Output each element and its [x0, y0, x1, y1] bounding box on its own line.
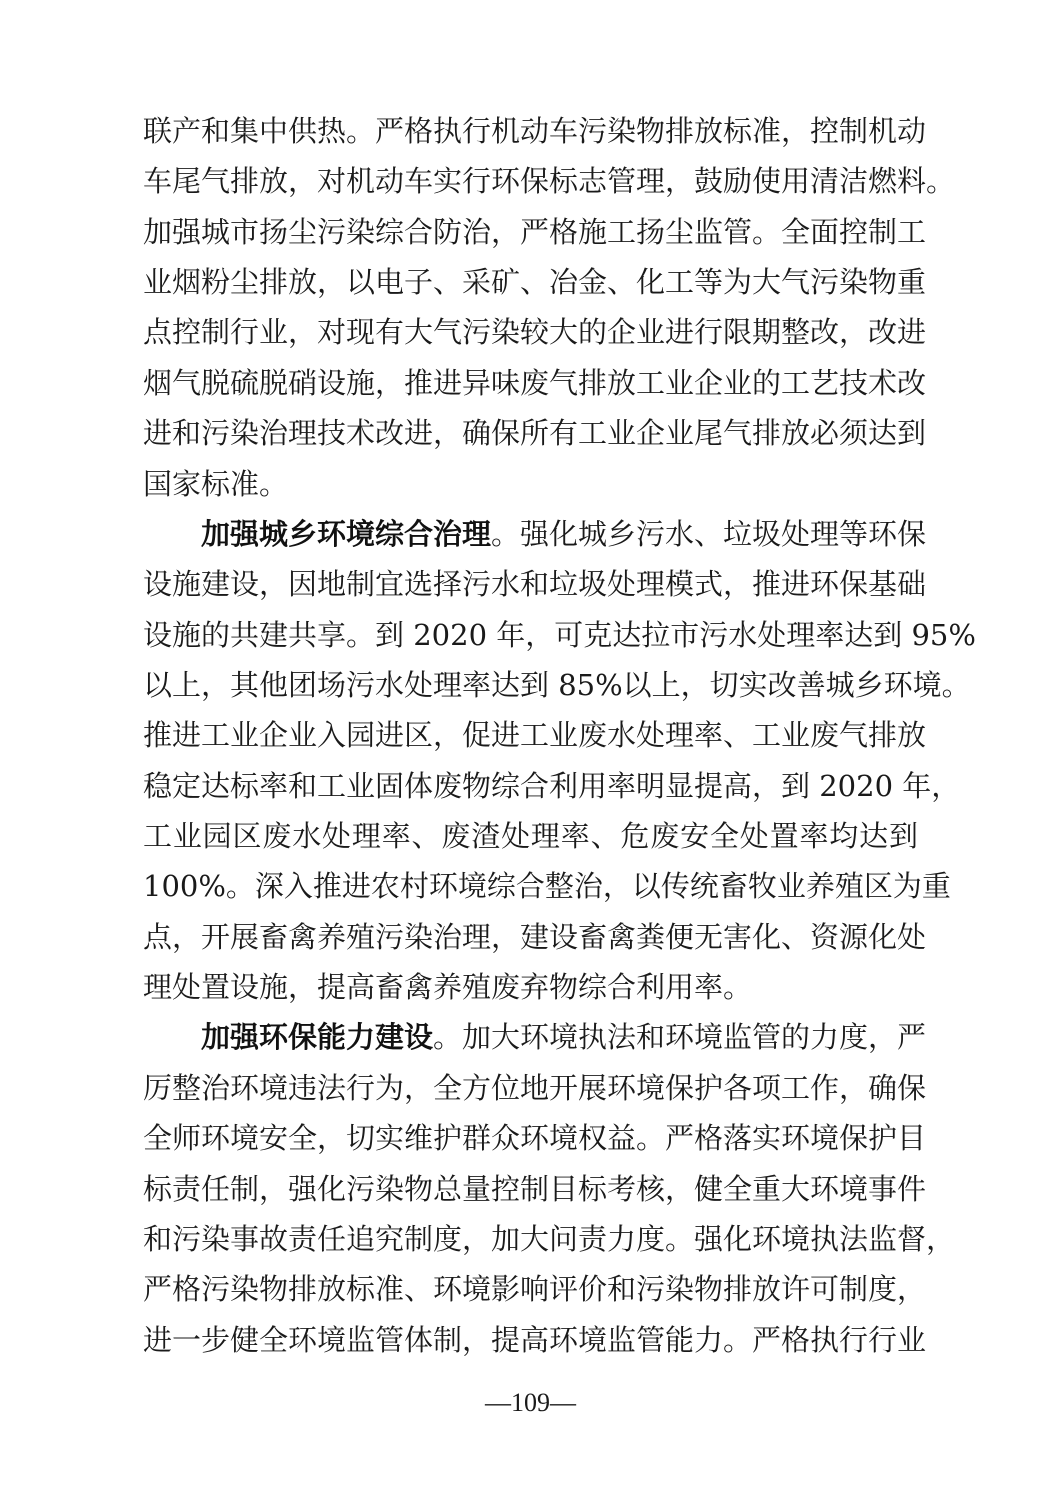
paragraph-1-line-1: 联产和集中供热。严格执行机动车污染物排放标准，控制机动 [143, 114, 927, 148]
paragraph-3-line-5: 和污染事故责任追究制度，加大问责力度。强化环境执法监督， [143, 1222, 956, 1256]
paragraph-2-line-9: 点，开展畜禽养殖污染治理，建设畜禽粪便无害化、资源化处 [143, 920, 927, 954]
paragraph-2-line-3: 设施的共建共享。到 2020 年，可克达拉市污水处理率达到 95% [143, 618, 976, 652]
paragraph-3-line-2: 厉整治环境违法行为，全方位地开展环境保护各项工作，确保 [143, 1071, 927, 1105]
paragraph-2-heading: 加强城乡环境综合治理 [201, 517, 492, 551]
paragraph-3-line-4: 标责任制，强化污染物总量控制目标考核，健全重大环境事件 [143, 1172, 927, 1206]
paragraph-1-line-5: 点控制行业，对现有大气污染较大的企业进行限期整改，改进 [143, 315, 927, 349]
paragraph-2-line-5: 推进工业企业入园进区，促进工业废水处理率、工业废气排放 [143, 718, 927, 752]
paragraph-2-line-10: 理处置设施，提高畜禽养殖废弃物综合利用率。 [143, 970, 753, 1004]
paragraph-1-line-7: 进和污染治理技术改进，确保所有工业企业尾气排放必须达到 [143, 416, 927, 450]
paragraph-3-first-line-text: 。加大环境执法和环境监管的力度，严 [433, 1020, 927, 1054]
paragraph-2-line-8: 100%。深入推进农村环境综合整治，以传统畜牧业养殖区为重 [143, 869, 951, 903]
paragraph-1-line-6: 烟气脱硫脱硝设施，推进异味废气排放工业企业的工艺技术改 [143, 366, 927, 400]
paragraph-2-line-6: 稳定达标率和工业固体废物综合利用率明显提高，到 2020 年， [143, 769, 961, 803]
paragraph-3-heading: 加强环保能力建设 [201, 1020, 434, 1054]
paragraph-2-line-2: 设施建设，因地制宜选择污水和垃圾处理模式，推进环保基础 [143, 567, 927, 601]
paragraph-2-line-4: 以上，其他团场污水处理率达到 85%以上，切实改善城乡环境。 [143, 668, 971, 702]
page-number: —109— [485, 1388, 576, 1417]
paragraph-3-line-6: 严格污染物排放标准、环境影响评价和污染物排放许可制度， [143, 1272, 927, 1306]
paragraph-1-line-2: 车尾气排放，对机动车实行环保标志管理，鼓励使用清洁燃料。 [143, 164, 956, 198]
paragraph-2-line-7: 工业园区废水处理率、废渣处理率、危废安全处置率均达到 [143, 819, 918, 853]
paragraph-1-line-8: 国家标准。 [143, 467, 289, 501]
paragraph-3-line-3: 全师环境安全，切实维护群众环境权益。严格落实环境保护目 [143, 1121, 927, 1155]
paragraph-3-line-1 [201, 1017, 927, 1057]
paragraph-3-line-7: 进一步健全环境监管体制，提高环境监管能力。严格执行行业 [143, 1323, 927, 1357]
paragraph-2-first-line-text: 。强化城乡污水、垃圾处理等环保 [491, 517, 927, 551]
paragraph-2-line-1 [201, 514, 927, 554]
paragraph-1-line-4: 业烟粉尘排放，以电子、采矿、冶金、化工等为大气污染物重 [143, 265, 927, 299]
paragraph-1-line-3: 加强城市扬尘污染综合防治，严格施工扬尘监管。全面控制工 [143, 215, 927, 249]
